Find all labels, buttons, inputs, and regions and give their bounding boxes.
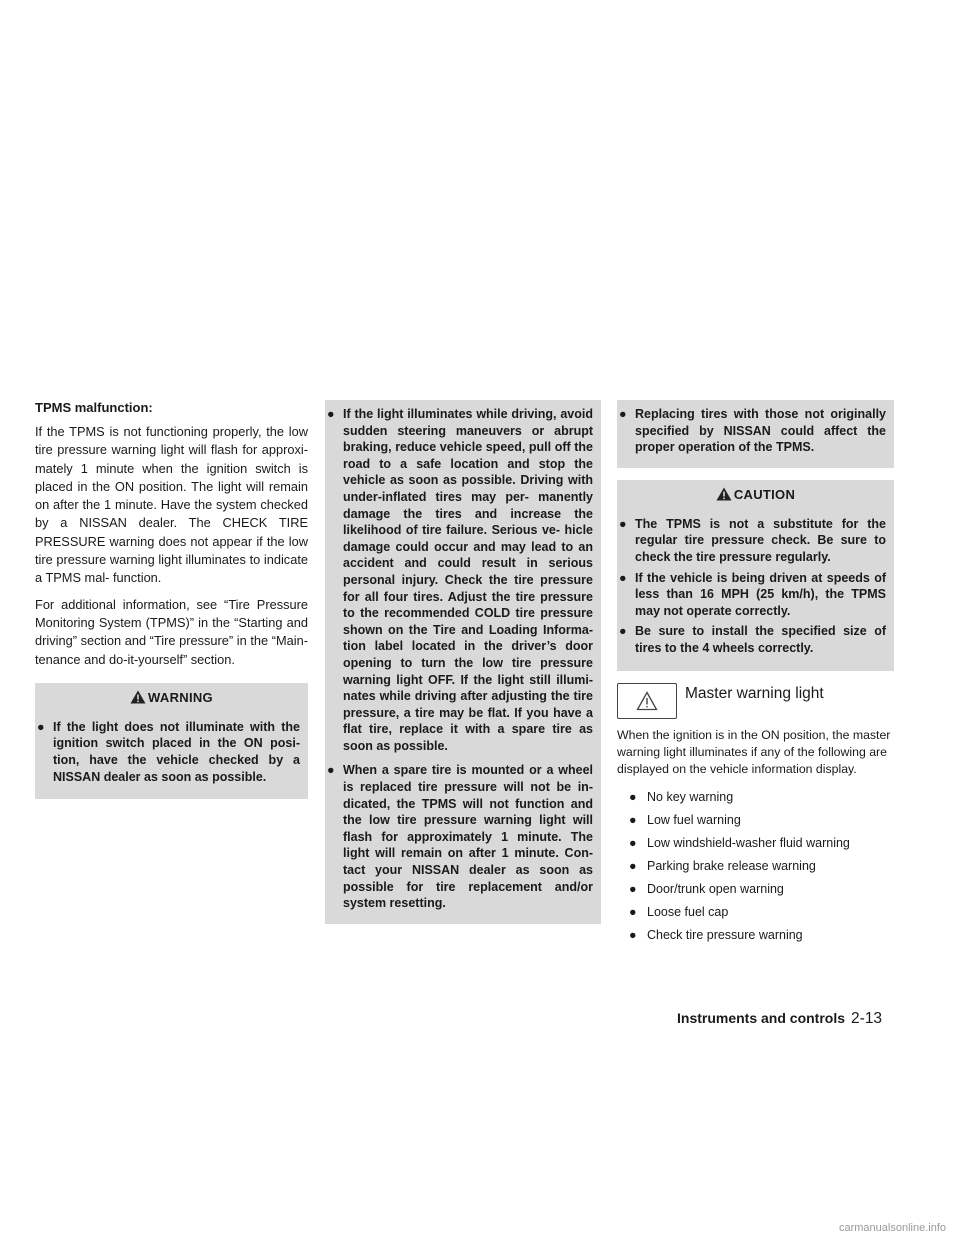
bullet-icon: ● — [619, 570, 627, 585]
warning-header — [35, 683, 308, 713]
warning-triangle-icon — [130, 690, 146, 707]
caution-item: ● Be sure to install the specified size of tires to the 4 wheels correctly. — [619, 624, 886, 655]
warning-item: ● If the light does not illuminate with the ignition switch placed in the ON posi- tion, have the vehicle checked by a NISSAN dealer as soon as possible. — [37, 719, 300, 784]
master-warning-light-icon — [617, 683, 677, 719]
bullet-icon: ● — [327, 763, 335, 778]
master-warning-list — [617, 786, 894, 947]
warning-item: ● Replacing tires with those not originally specified by NISSAN could affect the proper operation of the TPMS. — [619, 407, 886, 455]
tpms-malfunction-heading: TPMS malfunction: — [35, 400, 153, 415]
column-1 — [35, 400, 308, 799]
master-warning-paragraph: When the ignition is in the ON position, the master warning light illuminates if any of the following are displayed on the vehicle information display. — [617, 727, 891, 776]
watermark: carmanualsonline.info — [838, 1222, 946, 1234]
chapter-title: Instruments and controls — [677, 1010, 846, 1026]
warning-title: WARNING — [148, 689, 213, 705]
bullet-icon: ● — [629, 789, 637, 804]
list-item: ● Check tire pressure warning — [617, 924, 894, 947]
page-number: 2-13 — [851, 1010, 883, 1027]
column-3 — [617, 400, 894, 947]
bullet-icon: ● — [629, 812, 637, 827]
bullet-icon: ● — [619, 516, 627, 531]
list-item: ● Low windshield-washer fluid warning — [617, 832, 894, 855]
list-item: ● Low fuel warning — [617, 809, 894, 832]
page-footer — [677, 1010, 897, 1028]
master-warning-section-title — [617, 683, 894, 719]
bullet-icon: ● — [619, 407, 627, 421]
caution-header — [617, 480, 894, 510]
caution-item: ● If the vehicle is being driven at speeds of less than 16 MPH (25 km/h), the TPMS may not operate correctly. — [619, 570, 886, 618]
bullet-icon: ● — [629, 858, 637, 873]
section-title: Master warning light — [685, 684, 824, 702]
warning-item: ● When a spare tire is mounted or a wheel is replaced tire pressure will not be in- dicated, the TPMS will not function and the low tire pressure warning light will flash for approximately 1 minute. The light will remain on after 1 minute. Con- tact your NISSAN dealer as soon as possible for tire replacement and/or system resetting. — [327, 763, 593, 911]
warning-continued-box — [325, 400, 601, 924]
warning-triangle-icon — [716, 487, 732, 504]
warning-list — [35, 719, 308, 799]
column-2 — [325, 400, 601, 924]
warning-top-list — [617, 406, 894, 468]
tpms-malfunction-paragraph: If the TPMS is not functioning properly, the low tire pressure warning light will flash for approxi- mately 1 minute when the ignition switch is placed in the ON position. The light will remain on after the 1 minute. Have the system checked by a NISSAN dealer. The CHECK TIRE PRESSURE warning does not appear if the low tire pressure warning light illuminates to indicate a TPMS mal- function. — [35, 424, 308, 586]
warning-item: ● If the light illuminates while driving, avoid sudden steering maneuvers or abrupt braking, reduce vehicle speed, pull off the road to a safe location and stop the vehicle as soon as possible. Driving with under-inflated tires may per- manently damage the tires and increase the likelihood of tire failure. Serious ve- hicle damage could occur and may lead to an accident and could result in serious personal injury. Check the tire pressure for all four tires. Adjust the tire pressure to the recommended COLD tire pressure shown on the Tire and Loading Informa- tion label located in the driver’s door opening to turn the low tire pressure warning light OFF. If the light still illumi- nates while driving after adjusting the tire pressure, a tire may be flat. If you have a flat tire, replace it with a spare tire as soon as possible. — [327, 407, 593, 753]
warning-box — [35, 683, 308, 799]
caution-list — [617, 516, 894, 671]
list-item: ● Loose fuel cap — [617, 901, 894, 924]
warning-continued-box-2 — [617, 400, 894, 468]
caution-title: CAUTION — [733, 486, 796, 502]
bullet-icon: ● — [629, 927, 637, 942]
list-item: ● No key warning — [617, 786, 894, 809]
warning-continued-list — [325, 406, 601, 924]
bullet-icon: ● — [327, 407, 335, 421]
bullet-icon: ● — [37, 719, 45, 734]
additional-info-paragraph: For additional information, see “Tire Pressure Monitoring System (TPMS)” in the “Starting and driving” section and “Tire pressure” in the “Main- tenance and do-it-yourself” section. — [35, 596, 308, 667]
caution-item: ● The TPMS is not a substitute for the regular tire pressure check. Be sure to check the tire pressure regularly. — [619, 516, 886, 564]
bullet-icon: ● — [619, 624, 627, 639]
list-item: ● Parking brake release warning — [617, 855, 894, 878]
bullet-icon: ● — [629, 835, 637, 850]
list-item: ● Door/trunk open warning — [617, 878, 894, 901]
bullet-icon: ● — [629, 881, 637, 896]
bullet-icon: ● — [629, 904, 637, 919]
caution-box — [617, 480, 894, 671]
